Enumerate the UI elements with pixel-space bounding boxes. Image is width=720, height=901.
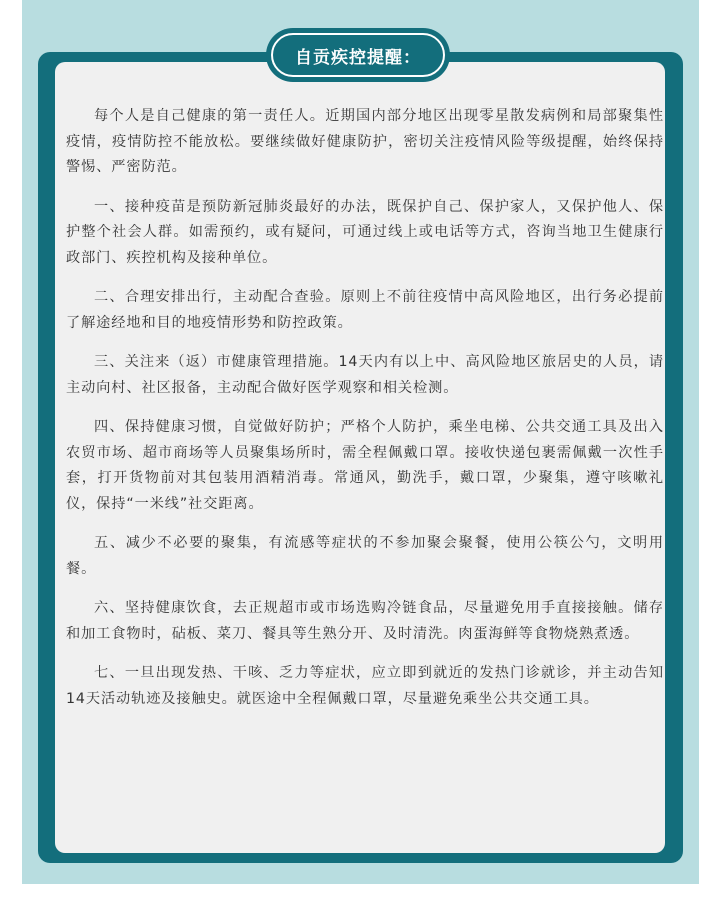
paragraph-intro: 每个人是自己健康的第一责任人。近期国内部分地区出现零星散发病例和局部聚集性疫情，疫情防控不能放松。要继续做好健康防护，密切关注疫情风险等级提醒，始终保持警惕、严密防范。 (66, 108, 664, 175)
notice-content (66, 104, 664, 726)
paragraph-diet: 六、坚持健康饮食，去正规超市或市场选购冷链食品，尽量避免用手直接接触。储存和加工食物时，砧板、菜刀、餐具等生熟分开、及时清洗。肉蛋海鲜等食物烧熟煮透。 (66, 600, 664, 642)
paragraph-return-management: 三、关注来（返）市健康管理措施。14天内有以上中、高风险地区旅居史的人员，请主动向村、社区报备，主动配合做好医学观察和相关检测。 (66, 354, 664, 396)
paragraph-symptoms: 七、一旦出现发热、干咳、乏力等症状，应立即到就近的发热门诊就诊，并主动告知14天活动轨迹及接触史。就医途中全程佩戴口罩，尽量避免乘坐公共交通工具。 (66, 665, 664, 707)
title-badge (266, 28, 450, 82)
paragraph-health-habits: 四、保持健康习惯，自觉做好防护；严格个人防护，乘坐电梯、公共交通工具及出入农贸市场、超市商场等人员聚集场所时，需全程佩戴口罩。接收快递包裹需佩戴一次性手套，打开货物前对其包装用酒精消毒。常通风，勤洗手，戴口罩，少聚集，遵守咳嗽礼仪，保持“一米线”社交距离。 (66, 419, 664, 512)
paragraph-travel: 二、合理安排出行，主动配合查验。原则上不前往疫情中高风险地区，出行务必提前了解途经地和目的地疫情形势和防控政策。 (66, 289, 664, 331)
paragraph-gatherings: 五、减少不必要的聚集，有流感等症状的不参加聚会聚餐，使用公筷公勺，文明用餐。 (66, 535, 664, 577)
notice-title: 自贡疾控提醒： (271, 33, 445, 77)
paragraph-vaccination: 一、接种疫苗是预防新冠肺炎最好的办法，既保护自己、保护家人，又保护他人、保护整个社会人群。如需预约，或有疑问，可通过线上或电话等方式，咨询当地卫生健康行政部门、疾控机构及接种单位。 (66, 198, 664, 266)
